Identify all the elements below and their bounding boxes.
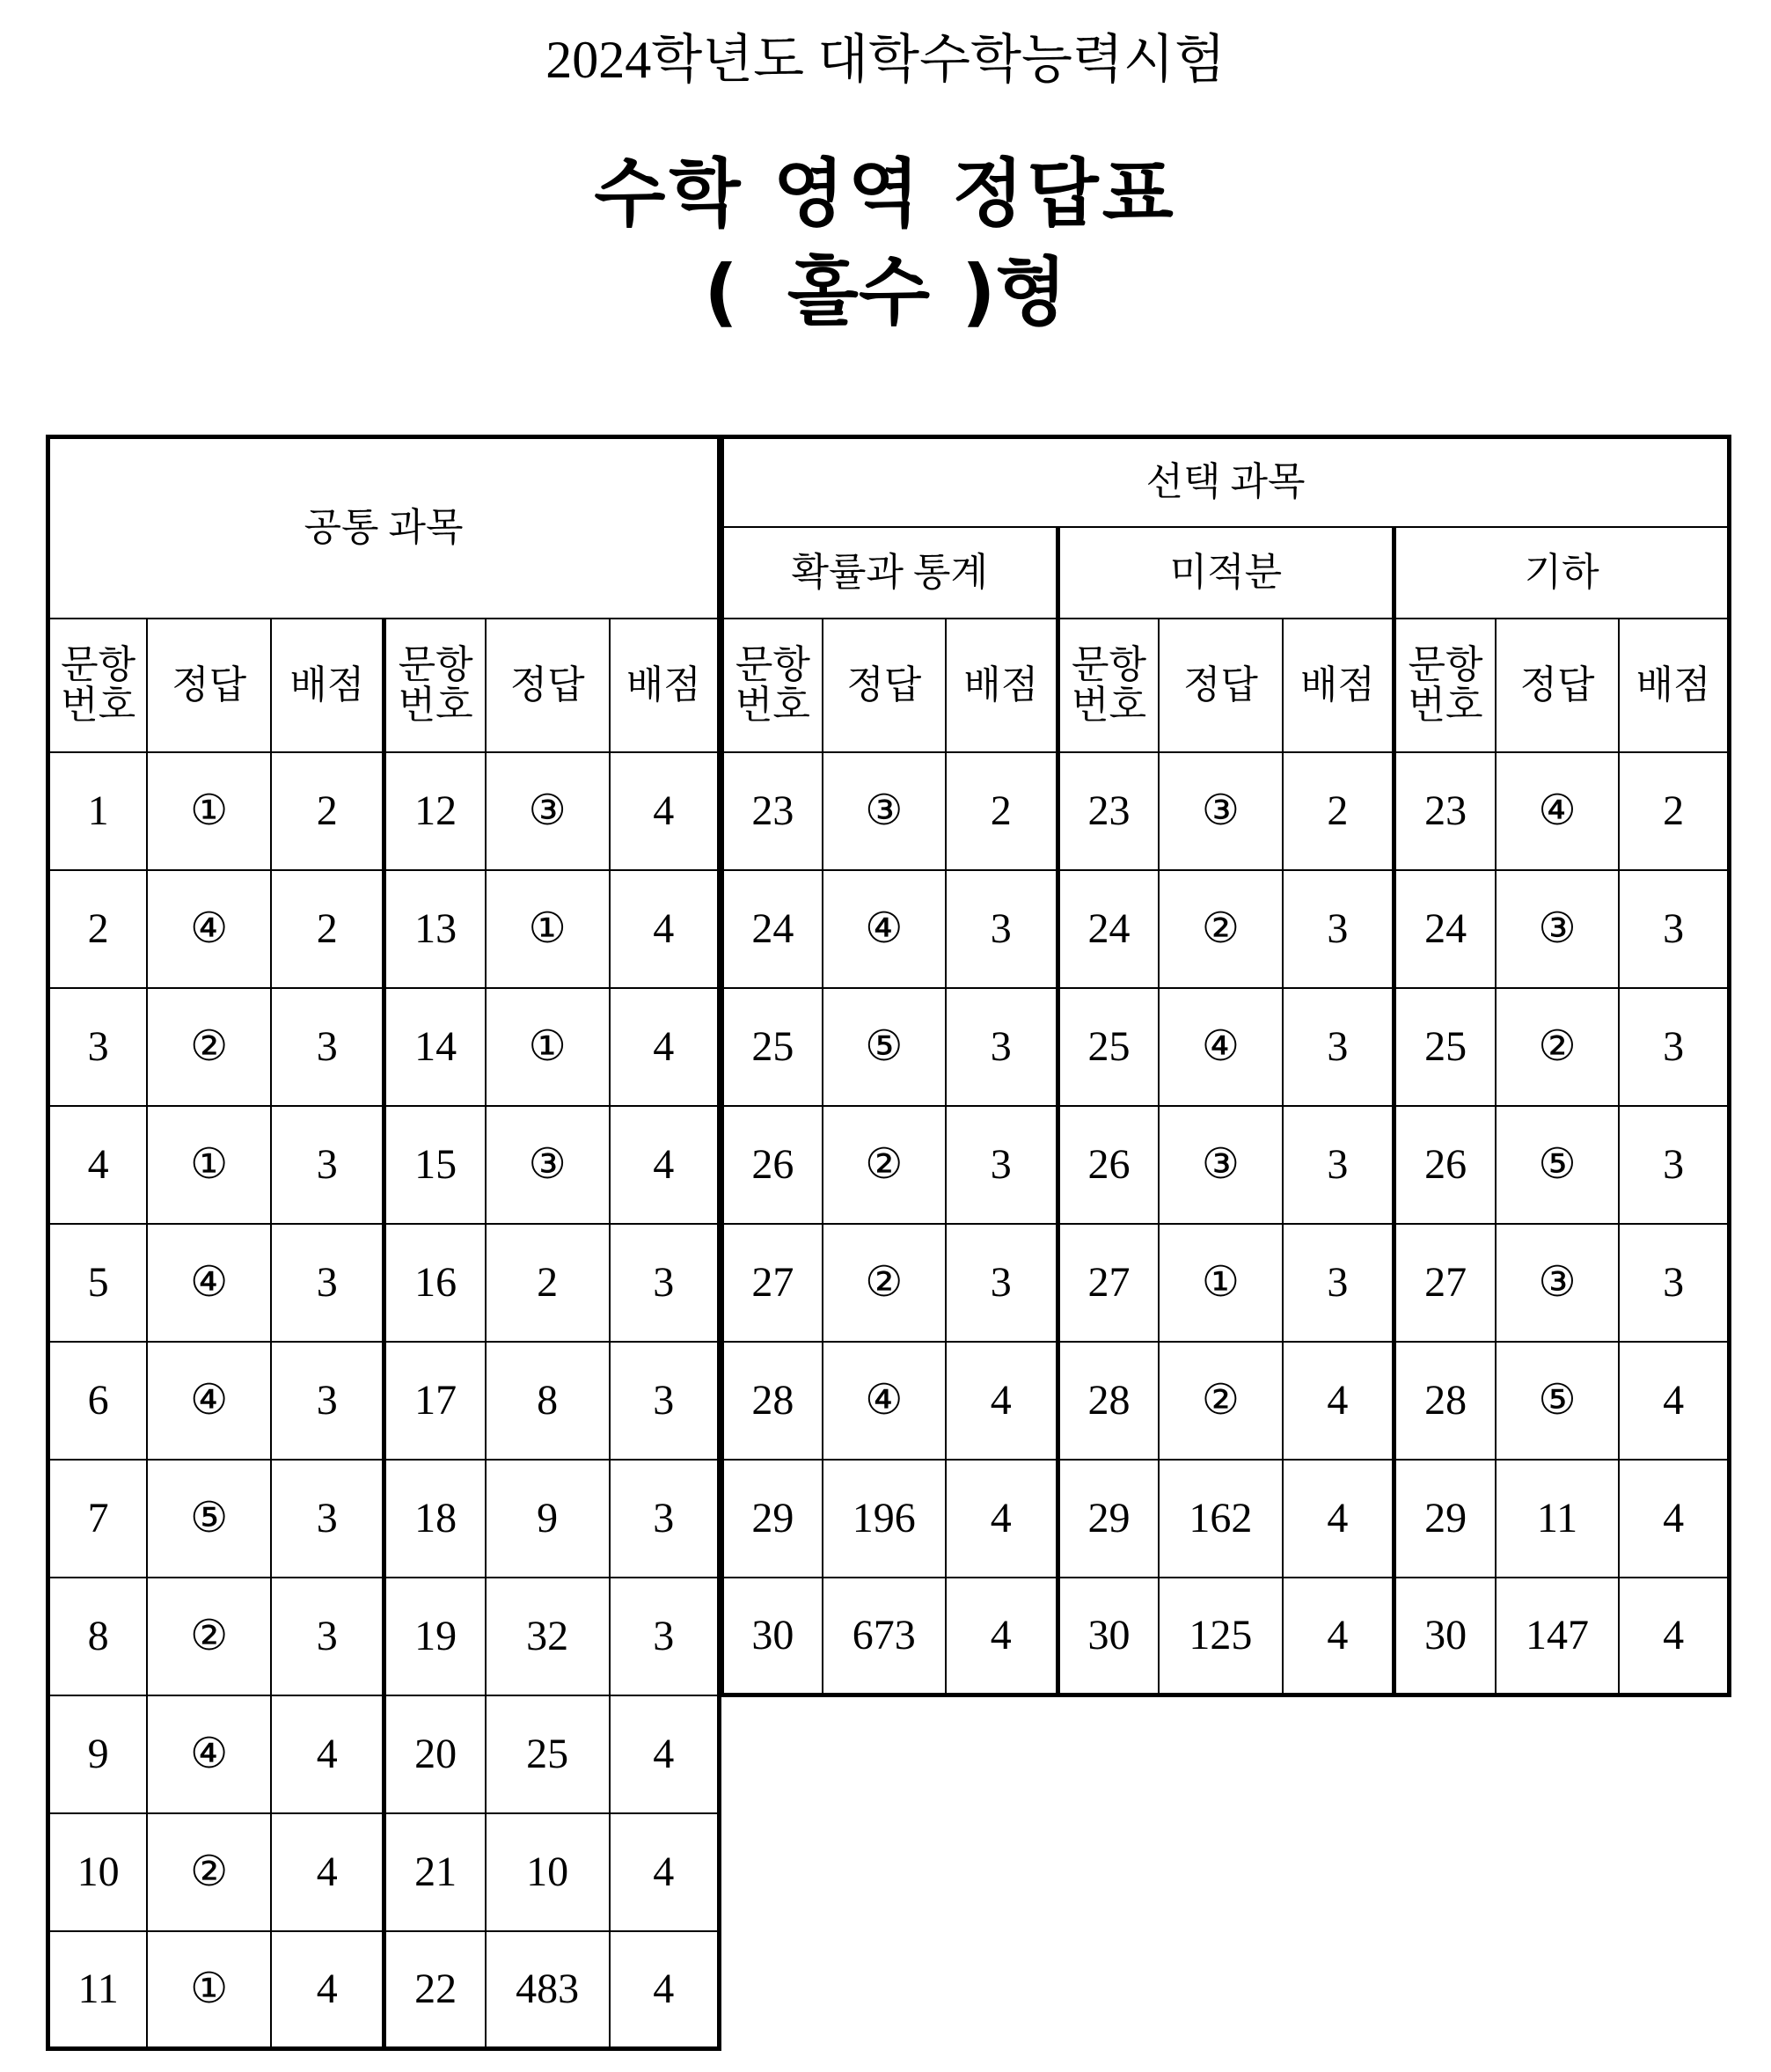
question-number-cell: 20 xyxy=(384,1695,486,1813)
common-section-label: 공통 과목 xyxy=(48,437,720,619)
question-number-cell: 27 xyxy=(1057,1224,1159,1342)
column-header-answer: 정답 xyxy=(1159,619,1282,752)
answer-cell: ② xyxy=(823,1106,946,1224)
question-number-cell: 24 xyxy=(722,870,823,988)
question-number-cell: 25 xyxy=(722,988,823,1106)
table-row xyxy=(48,1695,720,1813)
question-number-cell: 5 xyxy=(48,1224,148,1342)
points-cell: 3 xyxy=(946,1224,1057,1342)
answer-cell: ③ xyxy=(1159,752,1282,870)
table-row xyxy=(722,1460,1730,1578)
points-cell: 4 xyxy=(946,1342,1057,1460)
table-row xyxy=(48,870,720,988)
elective-subject-label: 미적분 xyxy=(1057,527,1394,619)
answer-cell: 9 xyxy=(486,1460,610,1578)
points-cell: 3 xyxy=(610,1460,720,1578)
points-cell: 4 xyxy=(946,1460,1057,1578)
question-number-cell: 25 xyxy=(1057,988,1159,1106)
question-number-cell: 30 xyxy=(722,1578,823,1695)
table-row xyxy=(48,1106,720,1224)
answer-cell: ② xyxy=(147,1578,271,1695)
column-header-question-number: 문항 번호 xyxy=(384,619,486,752)
question-number-cell: 14 xyxy=(384,988,486,1106)
question-number-cell: 17 xyxy=(384,1342,486,1460)
answer-cell: ④ xyxy=(823,870,946,988)
question-number-cell: 23 xyxy=(1057,752,1159,870)
question-number-cell: 26 xyxy=(1057,1106,1159,1224)
table-row xyxy=(48,1224,720,1342)
table-row xyxy=(722,870,1730,988)
answer-cell: 10 xyxy=(486,1813,610,1931)
points-cell: 4 xyxy=(271,1931,384,2049)
points-cell: 4 xyxy=(271,1813,384,1931)
column-header-answer: 정답 xyxy=(1496,619,1619,752)
points-cell: 3 xyxy=(271,988,384,1106)
answer-cell: 11 xyxy=(1496,1460,1619,1578)
answer-cell: ④ xyxy=(1159,988,1282,1106)
answer-cell: ③ xyxy=(1496,1224,1619,1342)
answer-cell: ④ xyxy=(823,1342,946,1460)
answer-cell: ① xyxy=(147,752,271,870)
exam-type-line xyxy=(0,248,1771,336)
points-cell: 4 xyxy=(271,1695,384,1813)
points-cell: 3 xyxy=(610,1342,720,1460)
points-cell: 2 xyxy=(271,752,384,870)
answer-cell: ③ xyxy=(1496,870,1619,988)
elective-subject-label: 확률과 통계 xyxy=(722,527,1058,619)
type-open-paren: ( xyxy=(704,249,738,335)
points-cell: 3 xyxy=(1619,1106,1729,1224)
question-number-cell: 6 xyxy=(48,1342,148,1460)
points-cell: 3 xyxy=(1283,988,1394,1106)
question-number-cell: 28 xyxy=(1394,1342,1496,1460)
type-close-suffix: )형 xyxy=(962,249,1067,335)
answer-cell: ② xyxy=(147,1813,271,1931)
points-cell: 4 xyxy=(610,752,720,870)
question-number-cell: 8 xyxy=(48,1578,148,1695)
points-cell: 4 xyxy=(1283,1460,1394,1578)
question-number-cell: 29 xyxy=(722,1460,823,1578)
common-subject-table xyxy=(46,435,721,2051)
answer-cell: ① xyxy=(486,870,610,988)
question-number-cell: 26 xyxy=(722,1106,823,1224)
answer-cell: ④ xyxy=(147,1224,271,1342)
points-cell: 4 xyxy=(1283,1578,1394,1695)
answer-cell: ④ xyxy=(147,1695,271,1813)
table-row xyxy=(722,988,1730,1106)
points-cell: 4 xyxy=(1619,1342,1729,1460)
points-cell: 4 xyxy=(610,1931,720,2049)
answer-cell: ⑤ xyxy=(147,1460,271,1578)
question-number-cell: 23 xyxy=(722,752,823,870)
points-cell: 3 xyxy=(1619,1224,1729,1342)
column-header-points: 배점 xyxy=(1283,619,1394,752)
question-number-cell: 29 xyxy=(1057,1460,1159,1578)
answer-cell: ① xyxy=(147,1106,271,1224)
column-header-points: 배점 xyxy=(271,619,384,752)
sheet-title: 수학 영역 정답표 xyxy=(594,150,1177,237)
question-number-cell: 18 xyxy=(384,1460,486,1578)
answer-cell: 25 xyxy=(486,1695,610,1813)
table-row xyxy=(48,752,720,870)
points-cell: 2 xyxy=(1619,752,1729,870)
question-number-cell: 23 xyxy=(1394,752,1496,870)
elective-subject-label: 기하 xyxy=(1394,527,1730,619)
table-row xyxy=(48,1342,720,1460)
answer-cell: ① xyxy=(147,1931,271,2049)
question-number-cell: 11 xyxy=(48,1931,148,2049)
points-cell: 3 xyxy=(271,1224,384,1342)
column-header-answer: 정답 xyxy=(486,619,610,752)
question-number-cell: 1 xyxy=(48,752,148,870)
question-number-cell: 28 xyxy=(722,1342,823,1460)
answer-cell: 196 xyxy=(823,1460,946,1578)
answer-cell: ⑤ xyxy=(1496,1342,1619,1460)
question-number-cell: 9 xyxy=(48,1695,148,1813)
answer-cell: 483 xyxy=(486,1931,610,2049)
column-header-question-number: 문항 번호 xyxy=(722,619,823,752)
points-cell: 3 xyxy=(1283,870,1394,988)
answer-cell: ③ xyxy=(823,752,946,870)
table-row xyxy=(48,1460,720,1578)
points-cell: 4 xyxy=(610,1106,720,1224)
answer-cell: ① xyxy=(1159,1224,1282,1342)
table-row xyxy=(722,1578,1730,1695)
elective-subject-table xyxy=(720,435,1731,1697)
points-cell: 3 xyxy=(610,1224,720,1342)
answer-cell: 147 xyxy=(1496,1578,1619,1695)
question-number-cell: 30 xyxy=(1057,1578,1159,1695)
answer-cell: 2 xyxy=(486,1224,610,1342)
question-number-cell: 22 xyxy=(384,1931,486,2049)
table-row xyxy=(722,1342,1730,1460)
points-cell: 3 xyxy=(271,1106,384,1224)
question-number-cell: 28 xyxy=(1057,1342,1159,1460)
question-number-cell: 24 xyxy=(1057,870,1159,988)
points-cell: 3 xyxy=(1619,988,1729,1106)
exam-title: 2024학년도 대학수학능력시험 xyxy=(545,31,1226,89)
question-number-cell: 2 xyxy=(48,870,148,988)
answer-cell: ② xyxy=(1159,870,1282,988)
question-number-cell: 27 xyxy=(1394,1224,1496,1342)
answer-cell: 8 xyxy=(486,1342,610,1460)
answer-cell: ② xyxy=(823,1224,946,1342)
table-row xyxy=(48,1813,720,1931)
table-row xyxy=(48,988,720,1106)
answer-cell: ④ xyxy=(147,1342,271,1460)
question-number-cell: 16 xyxy=(384,1224,486,1342)
exam-type-name: 홀수 xyxy=(787,249,931,335)
question-number-cell: 25 xyxy=(1394,988,1496,1106)
answer-cell: ① xyxy=(486,988,610,1106)
column-header-answer: 정답 xyxy=(823,619,946,752)
points-cell: 3 xyxy=(946,870,1057,988)
column-header-points: 배점 xyxy=(946,619,1057,752)
elective-section-label: 선택 과목 xyxy=(722,437,1730,527)
question-number-cell: 4 xyxy=(48,1106,148,1224)
answer-cell: ④ xyxy=(1496,752,1619,870)
answer-cell: ③ xyxy=(486,1106,610,1224)
answer-cell: ② xyxy=(1159,1342,1282,1460)
table-row xyxy=(722,1106,1730,1224)
points-cell: 4 xyxy=(946,1578,1057,1695)
answer-cell: ③ xyxy=(1159,1106,1282,1224)
question-number-cell: 26 xyxy=(1394,1106,1496,1224)
answer-cell: ③ xyxy=(486,752,610,870)
answer-cell: ⑤ xyxy=(1496,1106,1619,1224)
points-cell: 4 xyxy=(610,1813,720,1931)
answer-cell: 162 xyxy=(1159,1460,1282,1578)
points-cell: 4 xyxy=(1619,1460,1729,1578)
column-header-question-number: 문항 번호 xyxy=(1394,619,1496,752)
question-number-cell: 29 xyxy=(1394,1460,1496,1578)
answer-cell: ⑤ xyxy=(823,988,946,1106)
question-number-cell: 27 xyxy=(722,1224,823,1342)
answer-cell: ④ xyxy=(147,870,271,988)
question-number-cell: 19 xyxy=(384,1578,486,1695)
points-cell: 3 xyxy=(946,988,1057,1106)
question-number-cell: 21 xyxy=(384,1813,486,1931)
points-cell: 4 xyxy=(610,1695,720,1813)
column-header-points: 배점 xyxy=(1619,619,1729,752)
points-cell: 3 xyxy=(946,1106,1057,1224)
question-number-cell: 13 xyxy=(384,870,486,988)
points-cell: 3 xyxy=(1283,1106,1394,1224)
question-number-cell: 7 xyxy=(48,1460,148,1578)
question-number-cell: 12 xyxy=(384,752,486,870)
column-header-question-number: 문항 번호 xyxy=(1057,619,1159,752)
points-cell: 3 xyxy=(1619,870,1729,988)
question-number-cell: 3 xyxy=(48,988,148,1106)
points-cell: 3 xyxy=(271,1578,384,1695)
table-row xyxy=(48,1578,720,1695)
points-cell: 3 xyxy=(610,1578,720,1695)
points-cell: 4 xyxy=(1283,1342,1394,1460)
column-header-points: 배점 xyxy=(610,619,720,752)
answer-cell: 673 xyxy=(823,1578,946,1695)
points-cell: 3 xyxy=(271,1342,384,1460)
points-cell: 3 xyxy=(271,1460,384,1578)
table-row xyxy=(722,1224,1730,1342)
points-cell: 2 xyxy=(946,752,1057,870)
points-cell: 4 xyxy=(1619,1578,1729,1695)
answer-cell: ② xyxy=(147,988,271,1106)
column-header-question-number: 문항 번호 xyxy=(48,619,148,752)
points-cell: 3 xyxy=(1283,1224,1394,1342)
question-number-cell: 10 xyxy=(48,1813,148,1931)
answer-cell: ② xyxy=(1496,988,1619,1106)
table-row xyxy=(48,1931,720,2049)
answer-cell: 125 xyxy=(1159,1578,1282,1695)
question-number-cell: 15 xyxy=(384,1106,486,1224)
points-cell: 4 xyxy=(610,870,720,988)
question-number-cell: 24 xyxy=(1394,870,1496,988)
column-header-answer: 정답 xyxy=(147,619,271,752)
points-cell: 2 xyxy=(1283,752,1394,870)
table-row xyxy=(722,752,1730,870)
question-number-cell: 30 xyxy=(1394,1578,1496,1695)
points-cell: 2 xyxy=(271,870,384,988)
points-cell: 4 xyxy=(610,988,720,1106)
answer-cell: 32 xyxy=(486,1578,610,1695)
